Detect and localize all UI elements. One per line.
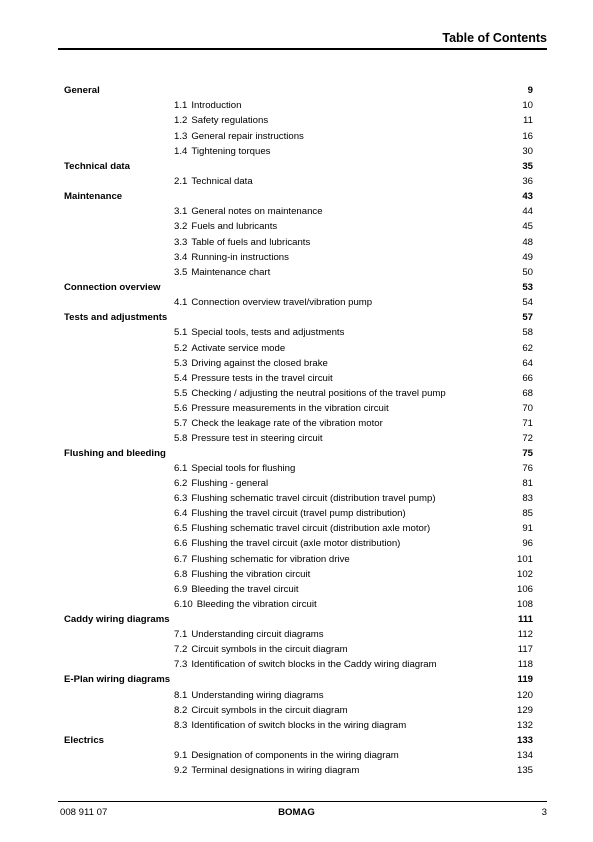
section-number-text: 6.2 (174, 478, 188, 490)
section-page: 11 (523, 115, 533, 127)
section-number (64, 463, 188, 475)
section-number-text: 5.1 (174, 327, 188, 339)
toc-section-row[interactable] (64, 325, 533, 340)
section-number-text: 8.3 (174, 719, 188, 731)
section-number (64, 478, 188, 490)
section-number (64, 206, 188, 218)
section-number-text: 5.3 (174, 357, 188, 369)
section-title: Pressure measurements in the vibration circuit (191, 402, 389, 414)
section-number-text: 3.4 (174, 251, 188, 263)
chapter-title: General (64, 85, 100, 97)
toc-section-row[interactable] (64, 506, 533, 521)
section-title: Designation of components in the wiring diagram (191, 750, 399, 762)
section-title: Flushing schematic travel circuit (distribution travel pump) (191, 493, 436, 505)
section-title: Bleeding the vibration circuit (196, 598, 317, 610)
footer-doc-number: 008 911 07 (60, 807, 108, 818)
section-number (64, 115, 188, 127)
section-page: 117 (517, 644, 533, 656)
toc-section-row[interactable] (64, 265, 533, 280)
section-title: Table of fuels and lubricants (191, 236, 311, 248)
toc-chapter-row[interactable] (64, 733, 533, 748)
section-number-text: 6.10 (174, 598, 193, 610)
footer-rule (58, 801, 547, 802)
section-title: Identification of switch blocks in the Caddy wiring diagram (191, 659, 437, 671)
section-number (64, 357, 188, 369)
section-number (64, 704, 188, 716)
toc-chapter-row[interactable] (64, 159, 533, 174)
chapter-page: 35 (522, 160, 533, 172)
section-page: 108 (516, 598, 533, 610)
toc-section-row[interactable] (64, 98, 533, 113)
section-page: 45 (522, 221, 533, 233)
section-title: Fuels and lubricants (191, 221, 278, 233)
toc-section-row[interactable] (64, 688, 533, 703)
chapter-page: 43 (522, 191, 533, 203)
section-title: Flushing the travel circuit (axle motor distribution) (191, 538, 401, 550)
section-number (64, 553, 188, 565)
chapter-page: 119 (517, 674, 533, 686)
section-title: Checking / adjusting the neutral positions of the travel pump (191, 387, 446, 399)
chapter-title: Technical data (64, 160, 130, 172)
section-page: 10 (522, 100, 533, 112)
section-page: 96 (522, 538, 533, 550)
toc-section-row[interactable] (64, 128, 533, 143)
section-title: Pressure test in steering circuit (191, 432, 323, 444)
section-title: Running-in instructions (191, 251, 289, 263)
section-number-text: 8.1 (174, 689, 188, 701)
section-number-text: 3.3 (174, 236, 188, 248)
section-number-text: 1.4 (174, 145, 188, 157)
section-title: Flushing the vibration circuit (191, 568, 311, 580)
section-title: General repair instructions (191, 130, 304, 142)
toc-section-row[interactable] (64, 144, 533, 159)
section-title: Maintenance chart (191, 266, 271, 278)
section-number (64, 629, 188, 641)
section-title: Tightening torques (191, 145, 271, 157)
section-title: Pressure tests in the travel circuit (191, 372, 333, 384)
section-page: 64 (522, 357, 533, 369)
chapter-title: E-Plan wiring diagrams (64, 674, 171, 686)
toc-section-row[interactable] (64, 174, 533, 189)
chapter-title: Electrics (64, 734, 105, 746)
section-number-text: 7.3 (174, 659, 188, 671)
footer-page-number: 3 (541, 807, 547, 818)
section-number-text: 6.8 (174, 568, 188, 580)
toc-section-row[interactable] (64, 341, 533, 356)
toc-section-row[interactable] (64, 371, 533, 386)
section-title: General notes on maintenance (191, 206, 323, 218)
section-page: 135 (516, 765, 533, 777)
section-title: Circuit symbols in the circuit diagram (191, 644, 348, 656)
chapter-title: Maintenance (64, 191, 123, 203)
section-title: Technical data (191, 175, 253, 187)
toc-chapter-row[interactable] (64, 310, 533, 325)
section-page: 118 (517, 659, 533, 671)
section-number-text: 7.2 (174, 644, 188, 656)
chapter-title: Caddy wiring diagrams (64, 613, 170, 625)
section-title: Understanding circuit diagrams (191, 629, 324, 641)
section-title: Driving against the closed brake (191, 357, 328, 369)
section-number-text: 3.2 (174, 221, 188, 233)
section-number (64, 100, 188, 112)
section-page: 101 (516, 553, 533, 565)
section-number (64, 266, 188, 278)
section-number-text: 1.2 (174, 115, 188, 127)
section-number (64, 598, 193, 610)
section-title: Safety regulations (191, 115, 269, 127)
toc-section-row[interactable] (64, 536, 533, 551)
section-page: 72 (522, 432, 533, 444)
toc-section-row[interactable] (64, 219, 533, 234)
section-title: Activate service mode (191, 342, 286, 354)
page-header-title: Table of Contents (442, 31, 547, 45)
section-title: Check the leakage rate of the vibration motor (191, 417, 383, 429)
section-number (64, 327, 188, 339)
section-number-text: 3.1 (174, 206, 188, 218)
chapter-page: 57 (522, 312, 533, 324)
toc-section-row[interactable] (64, 567, 533, 582)
section-title: Identification of switch blocks in the wiring diagram (191, 719, 407, 731)
section-page: 58 (522, 327, 533, 339)
section-number (64, 583, 188, 595)
section-number-text: 9.2 (174, 765, 188, 777)
section-number (64, 538, 188, 550)
section-number (64, 568, 188, 580)
chapter-title: Connection overview (64, 281, 161, 293)
toc-section-row[interactable] (64, 295, 533, 310)
toc-section-row[interactable] (64, 476, 533, 491)
section-number (64, 221, 188, 233)
toc-chapter-row[interactable] (64, 672, 533, 687)
toc-section-row[interactable] (64, 356, 533, 371)
section-number (64, 236, 188, 248)
toc-section-row[interactable] (64, 401, 533, 416)
toc-section-row[interactable] (64, 597, 533, 612)
section-number-text: 6.4 (174, 508, 188, 520)
section-page: 76 (522, 463, 533, 475)
section-number (64, 402, 188, 414)
toc-section-row[interactable] (64, 491, 533, 506)
section-page: 36 (522, 175, 533, 187)
section-number-text: 5.6 (174, 402, 188, 414)
section-page: 50 (522, 266, 533, 278)
table-of-contents (64, 83, 533, 778)
section-number-text: 5.8 (174, 432, 188, 444)
section-number (64, 493, 188, 505)
toc-section-row[interactable] (64, 521, 533, 536)
section-page: 70 (522, 402, 533, 414)
toc-chapter-row[interactable] (64, 280, 533, 295)
section-title: Flushing schematic for vibration drive (191, 553, 350, 565)
section-number-text: 1.1 (174, 100, 188, 112)
section-number-text: 6.6 (174, 538, 188, 550)
toc-section-row[interactable] (64, 204, 533, 219)
section-number (64, 251, 188, 263)
toc-chapter-row[interactable] (64, 612, 533, 627)
toc-section-row[interactable] (64, 235, 533, 250)
toc-section-row[interactable] (64, 642, 533, 657)
toc-section-row[interactable] (64, 461, 533, 476)
section-number (64, 750, 188, 762)
section-page: 62 (522, 342, 533, 354)
section-page: 120 (516, 689, 533, 701)
section-page: 129 (516, 704, 533, 716)
section-title: Circuit symbols in the circuit diagram (191, 704, 348, 716)
section-page: 83 (522, 493, 533, 505)
section-number-text: 1.3 (174, 130, 188, 142)
section-number-text: 6.3 (174, 493, 188, 505)
chapter-page: 133 (516, 734, 533, 746)
toc-section-row[interactable] (64, 431, 533, 446)
chapter-page: 9 (527, 85, 533, 97)
section-number (64, 689, 188, 701)
toc-section-row[interactable] (64, 703, 533, 718)
header-rule (58, 48, 547, 50)
toc-section-row[interactable] (64, 718, 533, 733)
section-title: Flushing - general (191, 478, 269, 490)
section-number (64, 719, 188, 731)
toc-chapter-row[interactable] (64, 83, 533, 98)
section-number (64, 175, 188, 187)
section-title: Connection overview travel/vibration pump (191, 297, 373, 309)
section-page: 81 (522, 478, 533, 490)
section-number-text: 2.1 (174, 175, 188, 187)
toc-section-row[interactable] (64, 416, 533, 431)
section-title: Special tools for flushing (191, 463, 296, 475)
section-number (64, 417, 188, 429)
section-number-text: 9.1 (174, 750, 188, 762)
section-title: Introduction (191, 100, 242, 112)
section-number (64, 372, 188, 384)
section-number (64, 523, 188, 535)
toc-section-row[interactable] (64, 748, 533, 763)
section-number-text: 4.1 (174, 297, 188, 309)
section-page: 112 (517, 629, 533, 641)
section-page: 48 (522, 236, 533, 248)
section-page: 44 (522, 206, 533, 218)
section-title: Flushing schematic travel circuit (distribution axle motor) (191, 523, 431, 535)
section-number-text: 6.1 (174, 463, 188, 475)
section-number (64, 145, 188, 157)
section-page: 134 (516, 750, 533, 762)
section-number (64, 765, 188, 777)
section-title: Special tools, tests and adjustments (191, 327, 345, 339)
toc-section-row[interactable] (64, 113, 533, 128)
section-number (64, 644, 188, 656)
section-title: Bleeding the travel circuit (191, 583, 299, 595)
section-page: 30 (522, 145, 533, 157)
footer-brand: BOMAG (278, 807, 315, 818)
chapter-page: 53 (522, 281, 533, 293)
toc-section-row[interactable] (64, 657, 533, 672)
section-number-text: 3.5 (174, 266, 188, 278)
toc-section-row[interactable] (64, 627, 533, 642)
chapter-title: Flushing and bleeding (64, 448, 166, 460)
section-number-text: 6.5 (174, 523, 188, 535)
section-number-text: 5.5 (174, 387, 188, 399)
chapter-title: Tests and adjustments (64, 312, 168, 324)
section-number-text: 6.9 (174, 583, 188, 595)
section-page: 54 (522, 297, 533, 309)
section-page: 102 (516, 568, 533, 580)
section-number (64, 432, 188, 444)
section-number-text: 6.7 (174, 553, 188, 565)
section-number (64, 130, 188, 142)
section-page: 16 (522, 130, 533, 142)
section-number-text: 8.2 (174, 704, 188, 716)
toc-section-row[interactable] (64, 386, 533, 401)
section-title: Understanding wiring diagrams (191, 689, 324, 701)
section-page: 106 (516, 583, 533, 595)
chapter-page: 111 (518, 613, 533, 625)
chapter-page: 75 (522, 448, 533, 460)
section-page: 49 (522, 251, 533, 263)
section-number (64, 387, 188, 399)
toc-chapter-row[interactable] (64, 446, 533, 461)
section-title: Flushing the travel circuit (travel pump distribution) (191, 508, 406, 520)
section-number-text: 5.2 (174, 342, 188, 354)
toc-section-row[interactable] (64, 582, 533, 597)
section-number (64, 659, 188, 671)
section-page: 91 (522, 523, 533, 535)
section-page: 132 (516, 719, 533, 731)
section-page: 66 (522, 372, 533, 384)
section-number-text: 7.1 (174, 629, 188, 641)
section-number-text: 5.7 (174, 417, 188, 429)
toc-section-row[interactable] (64, 763, 533, 778)
toc-section-row[interactable] (64, 250, 533, 265)
toc-section-row[interactable] (64, 552, 533, 567)
section-number (64, 297, 188, 309)
section-number-text: 5.4 (174, 372, 188, 384)
section-title: Terminal designations in wiring diagram (191, 765, 360, 777)
section-page: 68 (522, 387, 533, 399)
section-page: 71 (522, 417, 533, 429)
toc-chapter-row[interactable] (64, 189, 533, 204)
section-page: 85 (522, 508, 533, 520)
section-number (64, 342, 188, 354)
section-number (64, 508, 188, 520)
